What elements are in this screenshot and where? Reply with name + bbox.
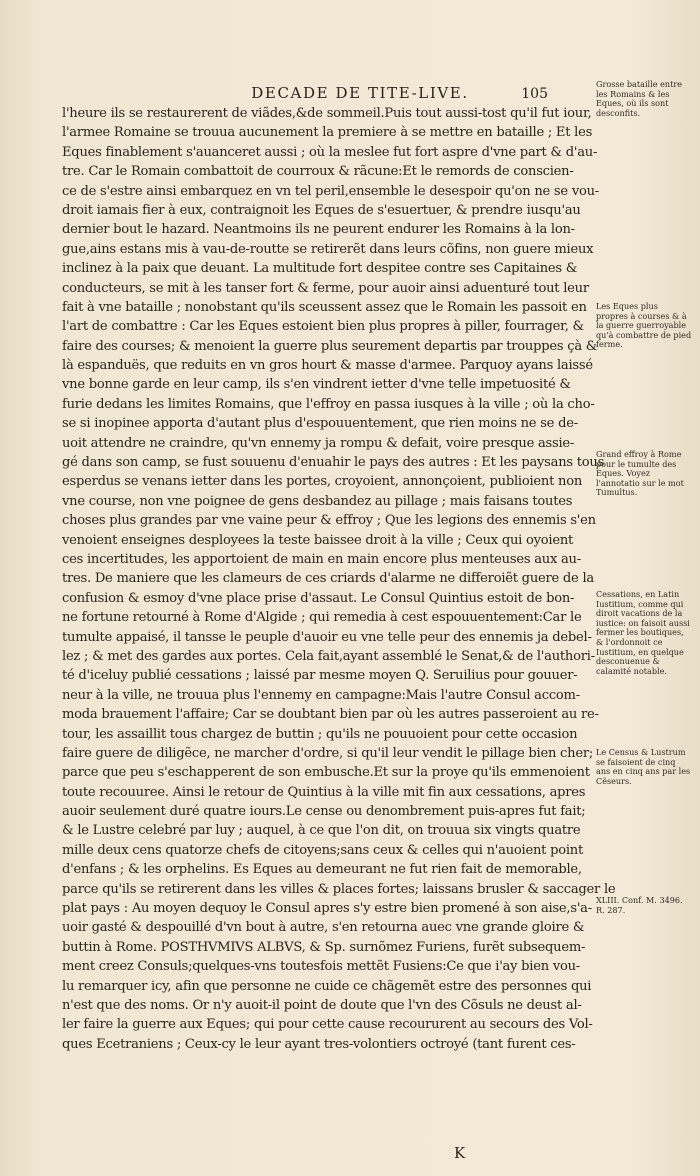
text-line: venoient enseignes desployees la teste baissee droit à la ville ; Ceux qui oyoient	[62, 532, 574, 548]
text-line: ces incertitudes, les apportoient de main en main encore plus menteuses aux au-	[62, 551, 581, 567]
text-line: d'enfans ; & les orphelins. Es Eques au demeurant ne fut rien fait de memorable,	[62, 862, 582, 878]
text-line: confusion & esmoy d'vne place prise d'assaut. Le Consul Quintius estoit de bon-	[62, 590, 575, 606]
text-line: & le Lustre celebré par luy ; auquel, à ce que l'on dit, on trouua six vingts quatre	[62, 823, 581, 839]
running-head: DECADE DE TITE-LIVE.	[251, 84, 469, 102]
text-line: là espanduës, que reduits en vn gros hourt & masse d'armee. Parquoy ayans laissé	[62, 358, 593, 374]
text-line: dernier bout le hazard. Neantmoins ils ne peurent endurer les Romains à la lon-	[62, 222, 575, 238]
text-line: choses plus grandes par vne vaine peur & effroy ; Que les legions des ennemis s'en	[62, 513, 596, 529]
text-line: tre. Car le Romain combattoit de courroux & rãcune:Et le remords de conscien-	[62, 164, 574, 180]
text-line: lu remarquer icy, afin que personne ne cuide ce chãgemẽt estre des personnes qui	[62, 978, 592, 994]
text-line: l'armee Romaine se trouua aucunement la premiere à se mettre en bataille ; Et les	[62, 125, 593, 141]
margin-note: Grand effroy à Rome pour le tumulte des Eques. Voyez l'annotatio sur le mot Tumultus.	[596, 449, 684, 498]
margin-note: Le Census & Lustrum se faisoient de cinq ans en cinq ans par les Cẽseurs.	[596, 747, 691, 786]
text-line: vne course, non vne poignee de gens desbandez au pillage ; mais faisans toutes	[62, 493, 573, 509]
text-line: neur à la ville, ne trouua plus l'ennemy en campagne:Mais l'autre Consul accom-	[62, 687, 580, 703]
text-line: tumulte appaisé, il tansse le peuple d'auoir eu vne telle peur des ennemis ja debel-	[62, 629, 592, 645]
text-line: moda brauement l'affaire; Car se doubtant bien par où les autres passeroient au re-	[62, 707, 599, 723]
text-line: uoit attendre ne craindre, qu'vn ennemy ja rompu & defait, voire presque assie-	[62, 435, 575, 451]
text-line: conducteurs, se mit à les tanser fort & ferme, pour auoir ainsi aduenturé tout leur	[62, 280, 589, 296]
text-line: parce que peu s'eschapperent de son embusche.Et sur la proye qu'ils emmenoient	[62, 765, 590, 781]
page-number: 105	[521, 86, 548, 102]
text-line: ler faire la guerre aux Eques; qui pour cette cause recoururent au secours des Vol-	[62, 1017, 593, 1033]
text-line: l'heure ils se restaurerent de viãdes,&de sommeil.Puis tout aussi-tost qu'il fut iour,	[62, 106, 592, 121]
text-line: gue,ains estans mis à vau-de-routte se retirerẽt dans leurs cõfins, non guere mieux	[62, 241, 594, 257]
text-line: té d'iceluy publié cessations ; laissé par mesme moyen Q. Seruilius pour gouuer-	[62, 668, 578, 684]
text-line: inclinez à la paix que deuant. La multitude fort despitee contre ses Capitaines &	[62, 261, 578, 277]
text-line: n'est que des noms. Or n'y auoit-il point de doute que l'vn des Cõsuls ne deust al-	[62, 997, 582, 1013]
text-line: faire des courses; & menoient la guerre plus seurement departis par trouppes çà &	[62, 338, 598, 354]
text-line: ne fortune retourné à Rome d'Algide ; qui remedia à cest espouuentement:Car le	[62, 610, 582, 626]
text-line: esperdus se venans ietter dans les portes, croyoient, annonçoient, publioient non	[62, 474, 583, 490]
text-line: parce qu'ils se retirerent dans les villes & places fortes; laissans brusler & saccager le	[62, 881, 616, 897]
text-line: tres. De maniere que les clameurs de ces criards d'alarme ne differoiẽt guere de la	[62, 571, 594, 587]
text-line: ques Ecetraniens ; Ceux-cy le leur ayant tres-volontiers octroyé (tant furent ces-	[62, 1036, 576, 1052]
text-line: vne bonne garde en leur camp, ils s'en vindrent ietter d'vne telle impetuosité &	[62, 377, 571, 393]
signature-mark: K	[454, 1144, 467, 1162]
text-line: uoir gasté & despouillé d'vn bout à autre, s'en retourna auec vne grande gloire &	[62, 920, 585, 936]
text-line: se si inopinee apporta d'autant plus d'espouuentement, que rien moins ne se de-	[62, 416, 578, 432]
text-line: tour, les assaillit tous chargez de buttin ; qu'ils ne pouuoient pour cette occasion	[62, 726, 578, 742]
text-line: fait à vne bataille ; nonobstant qu'ils sceussent assez que le Romain les passoit en	[62, 299, 587, 315]
text-line: auoir seulement duré quatre iours.Le cense ou denombrement puis-apres fut fait;	[62, 804, 586, 820]
text-line: gé dans son camp, se fust souuenu d'enuahir le pays des autres : Et les paysans tous	[62, 455, 605, 471]
text-line: droit iamais fier à eux, contraignoit les Eques de s'esuertuer, & prendre iusqu'au	[62, 202, 581, 218]
text-line: plat pays : Au moyen dequoy le Consul apres s'y estre bien promené à son aise,s'a-	[62, 901, 592, 917]
margin-note: Cessations, en Latin Iustitium, comme qui diroit vacations de la iustice: on faisoit aussi fermer les boutiques, & l'ordonnoit ce Iustitium, en quelque desconuenue & calamité notable.	[596, 589, 690, 676]
margin-note: Grosse bataille entre les Romains & les Eques, où ils sont desconfits.	[596, 79, 683, 118]
text-line: furie dedans les limites Romains, que l'effroy en passa iusques à la ville ; où la cho-	[62, 396, 595, 412]
margin-note: Les Eques plus propres à courses & à la guerre guerroyable qu'à combattre de pied ferme.	[596, 301, 692, 350]
text-line: Eques finablement s'auanceret aussi ; où la meslee fut fort aspre d'vne part & d'au-	[62, 144, 598, 160]
text-line: lez ; & met des gardes aux portes. Cela fait,ayant assemblé le Senat,& de l'authori-	[62, 648, 595, 664]
text-line: buttin à Rome. POSTHVMIVS ALBVS, & Sp. surnõmez Furiens, furẽt subsequem-	[62, 939, 586, 955]
text-line: toute recouuree. Ainsi le retour de Quintius à la ville mit fin aux cessations, apres	[62, 784, 586, 800]
text-line: faire guere de diligẽce, ne marcher d'ordre, si qu'il leur vendit le pillage bien cher;	[62, 745, 593, 761]
text-line: mille deux cens quatorze chefs de citoyens;sans ceux & celles qui n'auoient point	[62, 842, 583, 858]
text-line: ce de s'estre ainsi embarquez en vn tel peril,ensemble le desespoir qu'on ne se vou-	[62, 183, 599, 199]
margin-note: XLIII. Conf. M. 3496. R. 287.	[596, 895, 683, 915]
text-line: ment creez Consuls;quelques-vns toutesfois mettẽt Fusiens:Ce que i'ay bien vou-	[62, 959, 580, 975]
text-line: l'art de combattre : Car les Eques estoient bien plus propres à piller, fourrager, &	[62, 319, 584, 335]
